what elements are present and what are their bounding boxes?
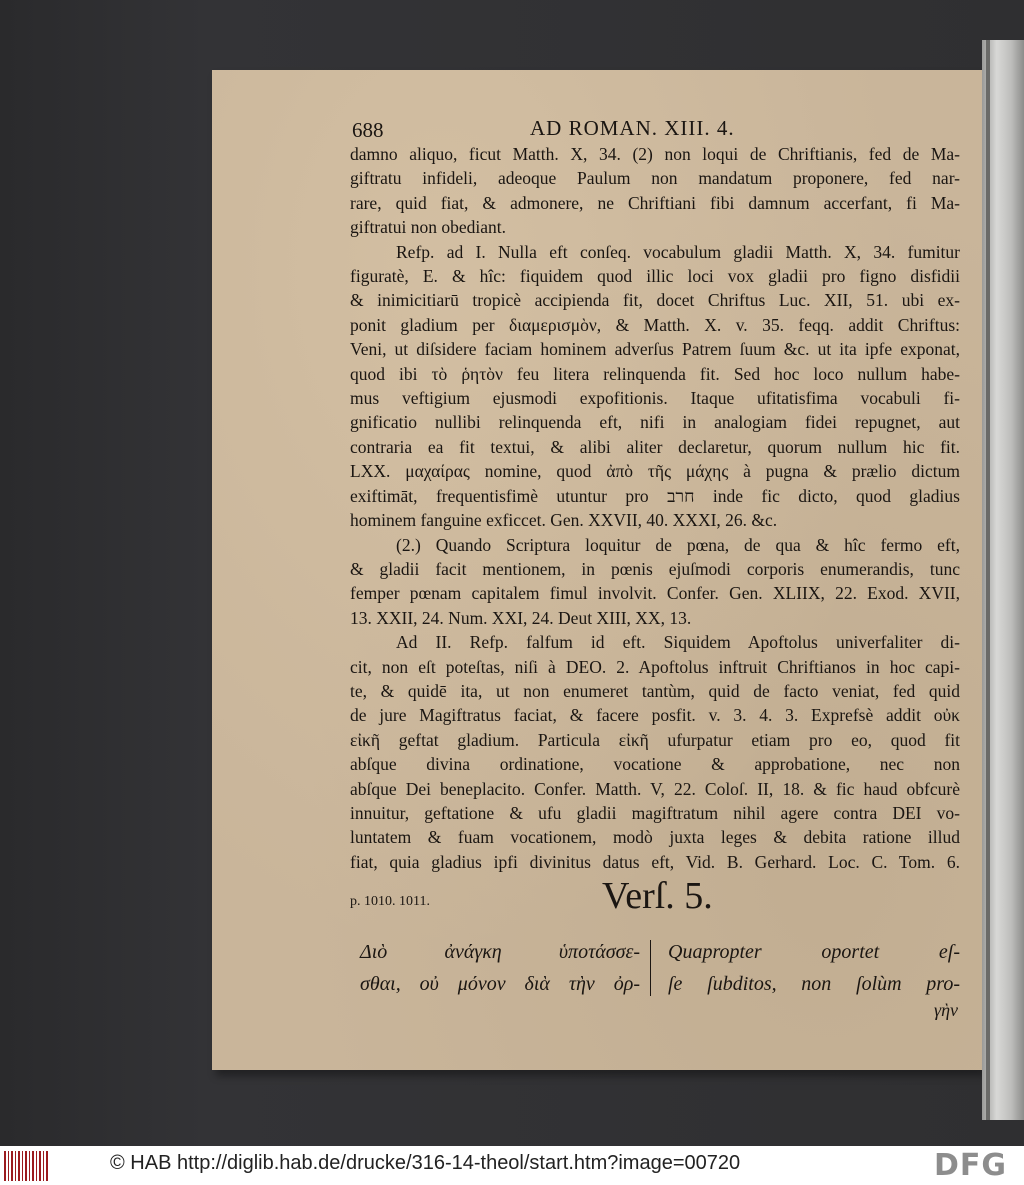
text-line: abſque Dei beneplacito. Confer. Matth. V, 22. Coloſ. II, 18. & fic haud obfcurè xyxy=(350,778,960,799)
column-divider xyxy=(650,940,651,996)
text-line: giftratu infideli, adeoque Paulum non mandatum proponere, fed nar- xyxy=(350,168,960,189)
text-line: fiat, quia gladius ipfi divinitus datus eft, Vid. B. Gerhard. Loc. C. Tom. 6. xyxy=(350,851,960,872)
text-line: quod ibi τὸ ῥητὸν feu litera relinquenda fit. Sed hoc loco nullum habe- xyxy=(350,363,960,384)
text-line: contraria ea fit textui, & alibi aliter declaretur, quorum nullum hic fit. xyxy=(350,436,960,457)
dfg-logo: DFG xyxy=(934,1148,1008,1183)
footer-bar xyxy=(0,1146,1024,1185)
page-fold xyxy=(986,40,990,1120)
greek-line: Διὸ ἀνάγκη ὑποτάσσε- xyxy=(360,941,640,964)
text-line: ponit gladium per διαμερισμὸν, & Matth. X. v. 35. feqq. addit Chriftus: xyxy=(350,314,960,335)
text-line: Refp. ad I. Nulla eft conſeq. vocabulum gladii Matth. X, 34. fumitur xyxy=(396,241,960,262)
text-line: hominem fanguine exficcet. Gen. XXVII, 40. XXXI, 26. &c. xyxy=(350,510,778,531)
text-line: LXX. μαχαίρας nomine, quod ἀπὸ τῆς μάχης à pugna & prælio dictum xyxy=(350,461,960,482)
text-line: εἰκῆ geftat gladium. Particula εἰκῆ ufurpatur etiam pro eo, quod fit xyxy=(350,729,960,750)
text-line: te, & quidē ita, ut non enumeret tantùm, quid de facto veniat, fed quid xyxy=(350,680,960,701)
page-header xyxy=(350,116,960,142)
catchword: γὴν xyxy=(933,1000,958,1021)
text-line: Ad II. Refp. falfum id eft. Siquidem Apoftolus univerfaliter di- xyxy=(396,632,960,653)
text-line: rare, quid fiat, & admonere, ne Chriftiani fibi damnum accerfant, fi Ma- xyxy=(350,192,960,213)
text-line: de jure Magiftratus faciat, & facere posfit. v. 3. 4. 3. Exprefsè addit οὐκ xyxy=(350,705,960,726)
text-line: innuitur, geftatione & ufu gladii magiftratum nihil agere contra DEI vo- xyxy=(350,802,960,823)
text-line: Veni, ut diſsidere faciam hominem adverſus Patrem ſuum &c. ut ita ipfe exponat, xyxy=(350,339,960,360)
latin-line: ſe ſubditos, non ſolùm pro- xyxy=(668,973,960,996)
text-line: figuratè, E. & hîc: fiquidem quod illic loci vox gladii pro figno disfidii xyxy=(350,266,960,287)
page-text xyxy=(350,116,960,1026)
text-line: damno aliquo, ficut Matth. X, 34. (2) non loqui de Chriftianis, fed de Ma- xyxy=(350,144,960,164)
running-head: AD ROMAN. XIII. 4. xyxy=(530,116,735,140)
text-line: exiftimāt, frequentisfimè utuntur pro חרב inde fic dicto, quod gladius xyxy=(350,485,960,506)
latin-line: Quapropter oportet eſ- xyxy=(668,941,960,964)
book-page xyxy=(212,70,982,1070)
page-number: 688 xyxy=(352,118,384,142)
copyright-link[interactable]: © HAB http://diglib.hab.de/drucke/316-14-theol/start.htm?image=00720 xyxy=(110,1152,741,1174)
text-line: giftratui non obediant. xyxy=(350,217,507,238)
text-line: mus veftigium ejusmodi expofitionis. Itaque ufitatisfima vocabuli fi- xyxy=(350,388,960,409)
latin-column xyxy=(668,936,960,1000)
text-line: gnificatio nullibi relinquenda eft, nifi in analogiam fidei repugnet, aut xyxy=(350,412,960,433)
text-line: abſque divina ordinatione, vocatione & approbatione, nec non xyxy=(350,754,960,775)
verse-heading xyxy=(350,876,960,916)
verse-columns xyxy=(350,936,960,1026)
text-line: 13. XXII, 24. Num. XXI, 24. Deut XIII, XX, 13. xyxy=(350,607,692,628)
text-line: femper pœnam capitalem fimul involvit. Confer. Gen. XLIIX, 22. Exod. XVII, xyxy=(350,583,960,604)
greek-column xyxy=(360,936,640,1000)
barcode-icon xyxy=(4,1151,48,1181)
text-line: cit, non eſt poteſtas, niſi à DEO. 2. Apoftolus inftruit Chriftianos in hoc capi- xyxy=(350,656,960,677)
text-line: luntatem & fuam vocationem, modò juxta leges & debita ratione illud xyxy=(350,827,960,848)
text-line: (2.) Quando Scriptura loquitur de pœna, de qua & hîc fermo eft, xyxy=(396,534,960,555)
greek-line: σθαι, οὐ μόνον διὰ τὴν ὀρ- xyxy=(360,973,640,996)
text-line: & inimicitiarū tropicè accipienda fit, docet Chriftus Luc. XII, 51. ubi ex- xyxy=(350,290,960,311)
text-line: & gladii facit mentionem, in pœnis ejuſmodi corporis enumerandis, tunc xyxy=(350,558,960,579)
verse-reference: p. 1010. 1011. xyxy=(350,894,430,910)
verse-title: Verſ. 5. xyxy=(602,875,713,918)
